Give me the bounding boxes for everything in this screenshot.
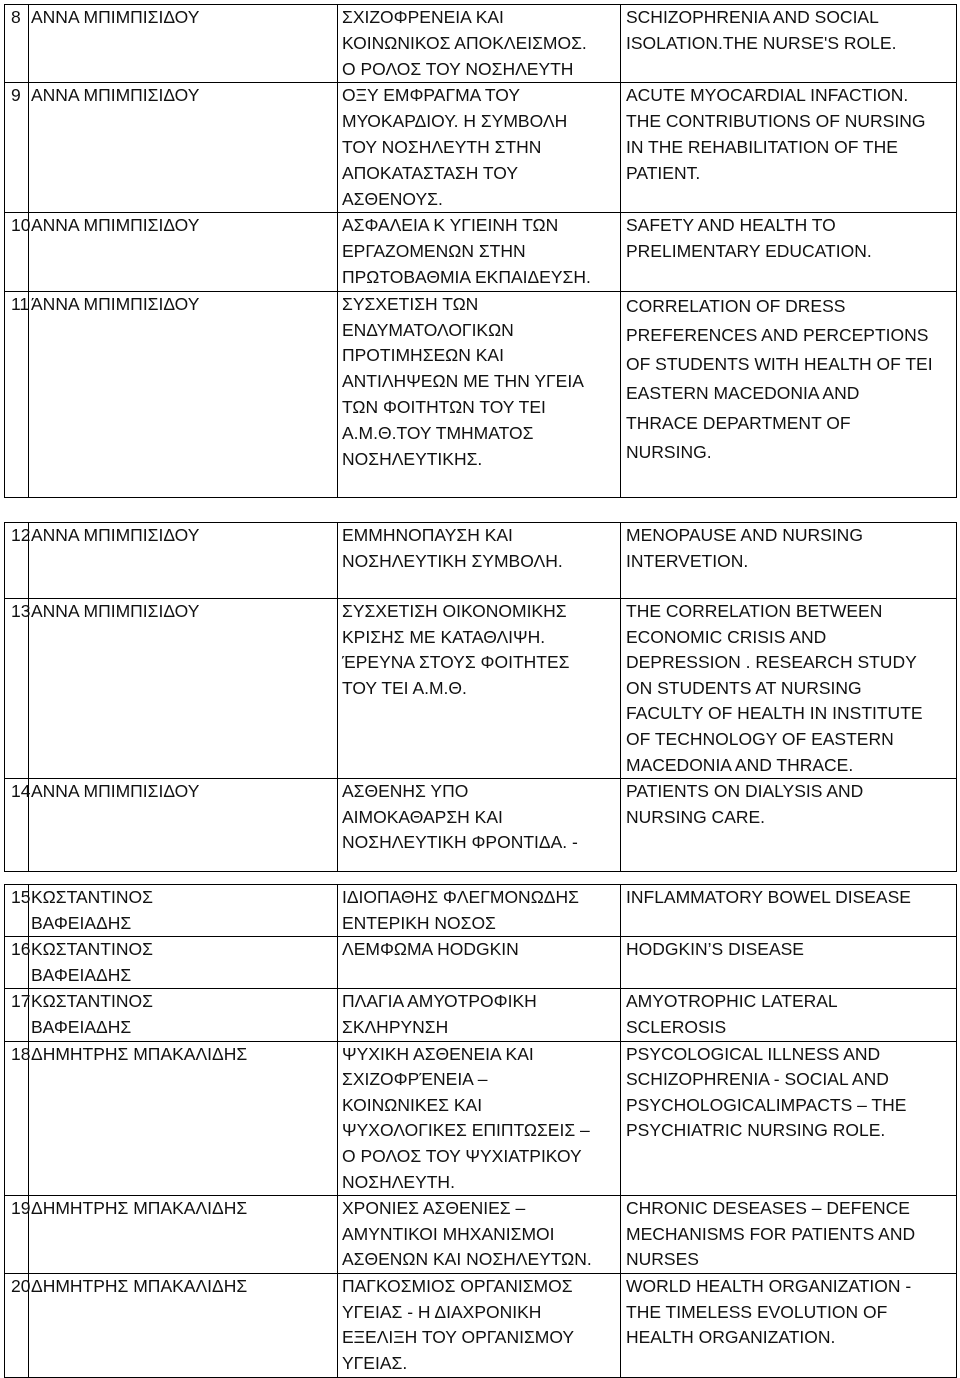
english-title: MENOPAUSE AND NURSING INTERVETION.	[621, 523, 957, 599]
row-number: 8	[5, 5, 29, 83]
english-title: CORRELATION OF DRESS PREFERENCES AND PERCEPTIONS OF STUDENTS WITH HEALTH OF TEI EASTERN MACEDONIA AND THRACE DEPARTMENT OF NURSING.	[621, 291, 957, 497]
table-row	[5, 1196, 957, 1274]
author-name: ΑΝΝΑ ΜΠΙΜΠΙΣΙΔΟΥ	[29, 213, 338, 291]
author-name: ΑΝΝΑ ΜΠΙΜΠΙΣΙΔΟΥ	[29, 523, 338, 599]
greek-title: ΠΑΓΚΟΣΜΙΟΣ ΟΡΓΑΝΙΣΜΟΣ ΥΓΕΙΑΣ - Η ΔΙΑΧΡΟΝΙΚΗ ΕΞΕΛΙΞΗ ΤΟΥ ΟΡΓΑΝΙΣΜΟΥ ΥΓΕΙΑΣ.	[338, 1273, 621, 1377]
author-name: ΚΩΣΤΑΝΤΙΝΟΣ ΒΑΦΕΙΑΔΗΣ	[29, 885, 338, 937]
author-name: ΚΩΣΤΑΝΤΙΝΟΣ ΒΑΦΕΙΑΔΗΣ	[29, 937, 338, 989]
english-title: AMYOTROPHIC LATERAL SCLEROSIS	[621, 989, 957, 1041]
table-row	[5, 213, 957, 291]
table-row	[5, 937, 957, 989]
thesis-table-part-1	[4, 4, 957, 498]
author-name: ΚΩΣΤΑΝΤΙΝΟΣ ΒΑΦΕΙΑΔΗΣ	[29, 989, 338, 1041]
english-title: ACUTE MYOCARDIAL INFACTION. THE CONTRIBUTIONS OF NURSING IN THE REHABILITATION OF THE PATIENT.	[621, 83, 957, 213]
row-number: 16	[5, 937, 29, 989]
greek-title: ΨΥΧΙΚΗ ΑΣΘΕΝΕΙΑ ΚΑΙ ΣΧΙΖΟΦΡΈΝΕΙΑ – ΚΟΙΝΩΝΙΚΕΣ ΚΑΙ ΨΥΧΟΛΟΓΙΚΕΣ ΕΠΙΠΤΩΣΕΙΣ – Ο ΡΟΛΟΣ ΤΟΥ ΨΥΧΙΑΤΡΙΚΟΥ ΝΟΣΗΛΕΥΤΗ.	[338, 1041, 621, 1196]
row-number: 9	[5, 83, 29, 213]
greek-title: ΑΣΦΑΛΕΙΑ Κ ΥΓΙΕΙΝΗ ΤΩΝ ΕΡΓΑΖΟΜΕΝΩΝ ΣΤΗΝ ΠΡΩΤΟΒΑΘΜΙΑ ΕΚΠΑΙΔΕΥΣΗ.	[338, 213, 621, 291]
table-row	[5, 5, 957, 83]
row-number: 12	[5, 523, 29, 599]
english-title: SAFETY AND HEALTH TO PRELIMENTARY EDUCATION.	[621, 213, 957, 291]
table-row	[5, 1041, 957, 1196]
greek-title: ΠΛΑΓΙΑ ΑΜΥΟΤΡΟΦΙΚΗ ΣΚΛΗΡΥΝΣΗ	[338, 989, 621, 1041]
greek-title: ΑΣΘΕΝΗΣ ΥΠΟ ΑΙΜΟΚΑΘΑΡΣΗ ΚΑΙ ΝΟΣΗΛΕΥΤΙΚΗ ΦΡΟΝΤΙΔΑ. -	[338, 779, 621, 872]
greek-title: ΛΕΜΦΩΜΑ HODGKIN	[338, 937, 621, 989]
table-row	[5, 523, 957, 599]
greek-title: ΕΜΜΗΝΟΠΑΥΣΗ ΚΑΙ ΝΟΣΗΛΕΥΤΙΚΗ ΣΥΜΒΟΛΗ.	[338, 523, 621, 599]
row-number: 18	[5, 1041, 29, 1196]
row-number: 15	[5, 885, 29, 937]
author-name: ΔΗΜΗΤΡΗΣ ΜΠΑΚΑΛΙΔΗΣ	[29, 1273, 338, 1377]
greek-title: ΣΥΣΧΕΤΙΣΗ ΤΩΝ ΕΝΔΥΜΑΤΟΛΟΓΙΚΩΝ ΠΡΟΤΙΜΗΣΕΩΝ ΚΑΙ ΑΝΤΙΛΗΨΕΩΝ ΜΕ ΤΗΝ ΥΓΕΙΑ ΤΩΝ ΦΟΙΤΗΤΩΝ ΤΟΥ ΤΕΙ Α.Μ.Θ.ΤΟΥ ΤΜΗΜΑΤΟΣ ΝΟΣΗΛΕΥΤΙΚΗΣ.	[338, 291, 621, 497]
row-number: 13	[5, 599, 29, 779]
greek-title: ΟΞΥ ΕΜΦΡΑΓΜΑ ΤΟΥ ΜΥΟΚΑΡΔΙΟΥ. Η ΣΥΜΒΟΛΗ ΤΟΥ ΝΟΣΗΛΕΥΤΗ ΣΤΗΝ ΑΠΟΚΑΤΑΣΤΑΣΗ ΤΟΥ ΑΣΘΕΝΟΥΣ.	[338, 83, 621, 213]
thesis-table-part-2	[4, 522, 957, 872]
row-number: 11	[5, 291, 29, 497]
english-title: HODGKIN’S DISEASE	[621, 937, 957, 989]
english-title: PATIENTS ON DIALYSIS AND NURSING CARE.	[621, 779, 957, 872]
author-name: ΔΗΜΗΤΡΗΣ ΜΠΑΚΑΛΙΔΗΣ	[29, 1196, 338, 1274]
english-title: PSYCOLOGICAL ILLNESS AND SCHIZOPHRENIA - SOCIAL AND PSYCHOLOGICALIMPACTS – THE PSYCHIATRIC NURSING ROLE.	[621, 1041, 957, 1196]
author-name: ΆΝΝΑ ΜΠΙΜΠΙΣΙΔΟΥ	[29, 291, 338, 497]
greek-title: ΧΡΟΝΙΕΣ ΑΣΘΕΝΙΕΣ – ΑΜΥΝΤΙΚΟΙ ΜΗΧΑΝΙΣΜΟΙ ΑΣΘΕΝΩΝ ΚΑΙ ΝΟΣΗΛΕΥΤΩΝ.	[338, 1196, 621, 1274]
row-number: 19	[5, 1196, 29, 1274]
author-name: ΑΝΝΑ ΜΠΙΜΠΙΣΙΔΟΥ	[29, 599, 338, 779]
author-name: ΑΝΝΑ ΜΠΙΜΠΙΣΙΔΟΥ	[29, 779, 338, 872]
table-row	[5, 599, 957, 779]
english-title: WORLD HEALTH ORGANIZATION - THE TIMELESS EVOLUTION OF HEALTH ORGANIZATION.	[621, 1273, 957, 1377]
row-number: 17	[5, 989, 29, 1041]
author-name: ΑΝΝΑ ΜΠΙΜΠΙΣΙΔΟΥ	[29, 83, 338, 213]
table-row	[5, 885, 957, 937]
row-number: 10	[5, 213, 29, 291]
row-number: 20	[5, 1273, 29, 1377]
english-title: SCHIZOPHRENIA AND SOCIAL ISOLATION.THE NURSE'S ROLE.	[621, 5, 957, 83]
english-title: THE CORRELATION BETWEEN ECONOMIC CRISIS AND DEPRESSION . RESEARCH STUDY ON STUDENTS AT NURSING FACULTY OF HEALTH IN INSTITUTE OF TECHNOLOGY OF EASTERN MACEDONIA AND THRACE.	[621, 599, 957, 779]
table-row	[5, 989, 957, 1041]
table-row	[5, 779, 957, 872]
row-number: 14	[5, 779, 29, 872]
greek-title: ΣΥΣΧΕΤΙΣΗ ΟΙΚΟΝΟΜΙΚΗΣ ΚΡΙΣΗΣ ΜΕ ΚΑΤΑΘΛΙΨΗ. ΈΡΕΥΝΑ ΣΤΟΥΣ ΦΟΙΤΗΤΕΣ ΤΟΥ ΤΕΙ Α.Μ.Θ.	[338, 599, 621, 779]
table-row	[5, 1273, 957, 1377]
author-name: ΔΗΜΗΤΡΗΣ ΜΠΑΚΑΛΙΔΗΣ	[29, 1041, 338, 1196]
thesis-table-part-3	[4, 884, 957, 1378]
greek-title: ΣΧΙΖΟΦΡΕΝΕΙΑ ΚΑΙ ΚΟΙΝΩΝΙΚΟΣ ΑΠΟΚΛΕΙΣΜΟΣ. Ο ΡΟΛΟΣ ΤΟΥ ΝΟΣΗΛΕΥΤΗ	[338, 5, 621, 83]
english-title: CHRONIC DESEASES – DEFENCE MECHANISMS FOR PATIENTS AND NURSES	[621, 1196, 957, 1274]
greek-title: ΙΔΙΟΠΑΘΗΣ ΦΛΕΓΜΟΝΩΔΗΣ ΕΝΤΕΡΙΚΗ ΝΟΣΟΣ	[338, 885, 621, 937]
author-name: ΑΝΝΑ ΜΠΙΜΠΙΣΙΔΟΥ	[29, 5, 338, 83]
table-row	[5, 83, 957, 213]
table-row	[5, 291, 957, 497]
english-title: INFLAMMATORY BOWEL DISEASE	[621, 885, 957, 937]
